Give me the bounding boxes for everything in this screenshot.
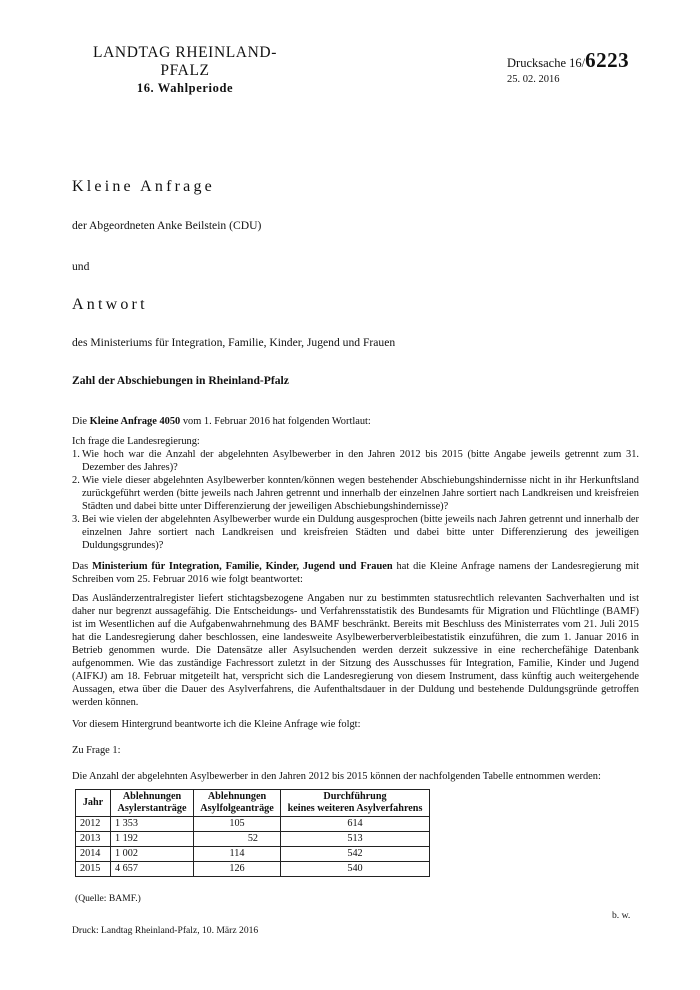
cell-asylfolge: 114: [194, 847, 281, 862]
intro-paragraph: [72, 415, 639, 428]
parliament-name: LANDTAG RHEINLAND-PFALZ: [93, 44, 277, 79]
col-header-asylfolge: [194, 790, 281, 817]
question-item: [72, 448, 639, 474]
answer-intro-suffix: hat die Kleine Anfrage namens der Landesregierung mit Schreiben vom 25. Februar 2016 wie folgt beantwortet:: [72, 561, 640, 585]
cell-asylerst: 1 192: [111, 832, 194, 847]
cell-asylfolge: 52: [194, 832, 281, 847]
col-header-jahr: [76, 790, 111, 817]
intro-suffix: vom 1. Februar 2016 hat folgenden Wortlaut:: [180, 416, 371, 427]
question-text: Wie viele dieser abgelehnten Asylbewerber konnten/können wegen bestehender Abschiebungshindernisse nicht in ihr Herkunftsland zurückgeführt werden (bitte jeweils nach Jahren getrennt und innerhalb der einzelnen Jahre sortiert nach Landkreisen und kreisfreien Städten und dabei bitte unter Differenzierung der jeweiligen Abschiebungshindernisse)?: [82, 475, 639, 512]
questions-block: [72, 435, 639, 552]
drucksache-number: 6223: [585, 48, 630, 72]
header-left: [72, 44, 298, 96]
zu-frage-1: Zu Frage 1:: [72, 745, 121, 756]
drucksache-label: Drucksache 16/: [507, 56, 586, 70]
continued-note: b. w.: [612, 910, 631, 921]
cell-asylerst: 4 657: [111, 862, 194, 877]
question-item: [72, 474, 639, 513]
body-paragraph: Das Ausländerzentralregister liefert stichtagsbezogene Angaben nur zu bestimmten statusrechtlich relevanten Sachverhalten und ist daher nur begrenzt aussagefähig. Die Entscheidungs- und Verfahrensstatistik des Bundesamts für Migration und Flüchtlinge (BAMF) ist im Wesentlichen auf die Aufgabenwahrnehmung des BAMF beschränkt. Bereits mit Beschluss des Ministerrates vom 21. Juli 2015 hat die Landesregierung daher beschlossen, eine landesweite Asylbewerberverbleibestatistik einzuführen, die zum 1. Januar 2016 in Betrieb genommen wurde. Die Datensätze aller Asylsuchenden werden derzeit sukzessive in eine recherchefähige Datenbank aufgenommen. Wie das zuständige Fachressort zuletzt in der Sitzung des Ausschusses für Integration, Familie, Kinder und Jugend (AIFKJ) am 18. Februar mitgeteilt hat, verspricht sich die Landesregierung von diesem Instrument, dass künftig auch weitergehende Aussagen, etwa über die Dauer des Asylverfahrens, die Aufenthaltsdauer in der Duldung und bestehende Duldungsgründe getroffen werden können.: [72, 593, 639, 708]
cell-asylfolge: 126: [194, 862, 281, 877]
cell-year: 2014: [76, 847, 111, 862]
col-header-durchfuehrung: [281, 790, 430, 817]
answer-intro-paragraph: [72, 560, 639, 586]
answer-intro-prefix: Das: [72, 561, 93, 572]
col-header-asylerst: [111, 790, 194, 817]
table-row: [76, 817, 430, 832]
cell-year: 2013: [76, 832, 111, 847]
answer-intro-bold: Ministerium für Integration, Familie, Kinder, Jugend und Frauen: [92, 561, 393, 572]
print-footer: Druck: Landtag Rheinland-Pfalz, 10. März 2016: [72, 925, 259, 936]
cell-year: 2012: [76, 817, 111, 832]
cell-durchfuehrung: 542: [281, 847, 430, 862]
antwort-heading: Antwort: [72, 296, 148, 313]
und-line: und: [72, 260, 90, 273]
cell-durchfuehrung: 540: [281, 862, 430, 877]
cell-asylfolge: 105: [194, 817, 281, 832]
header-text: Ablehnungen Asylerstanträge: [117, 791, 187, 814]
question-text: Bei wie vielen der abgelehnten Asylbewerber wurde ein Duldung ausgesprochen (bitte jeweils nach Jahren getrennt und innerhalb der einzelnen Jahre sortiert nach Landkreisen und kreisfreien Städten und dabei bitte unter Differenzierung des jeweiligen Duldungsgrundes)?: [82, 514, 639, 551]
question-number: 1.: [72, 449, 80, 460]
ministerium-line: des Ministeriums für Integration, Familie, Kinder, Jugend und Frauen: [72, 336, 396, 349]
cell-durchfuehrung: 513: [281, 832, 430, 847]
table-row: [76, 832, 430, 847]
table-row: [76, 847, 430, 862]
table-intro: Die Anzahl der abgelehnten Asylbewerber in den Jahren 2012 bis 2015 können der nachfolgenden Tabelle entnommen werden:: [72, 771, 601, 782]
header-text: Ablehnungen Asylfolgeanträge: [200, 791, 274, 814]
header-right: [507, 48, 629, 85]
source-note: (Quelle: BAMF.): [75, 893, 141, 904]
header-text: Jahr: [82, 797, 104, 808]
header-text: Durchführung keines weiteren Asylverfahrens: [287, 791, 423, 814]
question-item: [72, 513, 639, 552]
cell-asylerst: 1 353: [111, 817, 194, 832]
question-number: 2.: [72, 475, 80, 486]
document-date: 25. 02. 2016: [507, 74, 560, 85]
question-text: Wie hoch war die Anzahl der abgelehnten Asylbewerber in den Jahren 2012 bis 2015 (bitte Angabe jeweils getrennt zum 31. Dezember des Jahres)?: [82, 449, 639, 473]
background-line: Vor diesem Hintergrund beantworte ich die Kleine Anfrage wie folgt:: [72, 719, 361, 730]
cell-year: 2015: [76, 862, 111, 877]
subject-line: Zahl der Abschiebungen in Rheinland-Pfalz: [72, 374, 289, 387]
cell-durchfuehrung: 614: [281, 817, 430, 832]
data-table: [75, 789, 430, 877]
intro-bold: Kleine Anfrage 4050: [89, 416, 181, 427]
cell-asylerst: 1 002: [111, 847, 194, 862]
intro-prefix: Die: [72, 416, 90, 427]
kleine-anfrage-heading: Kleine Anfrage: [72, 178, 215, 195]
question-lead: Ich frage die Landesregierung:: [72, 436, 200, 447]
abgeordnete-line: der Abgeordneten Anke Beilstein (CDU): [72, 219, 262, 232]
table-row: [76, 862, 430, 877]
legislative-period: 16. Wahlperiode: [136, 81, 234, 95]
question-number: 3.: [72, 514, 80, 525]
table-header-row: [76, 790, 430, 817]
